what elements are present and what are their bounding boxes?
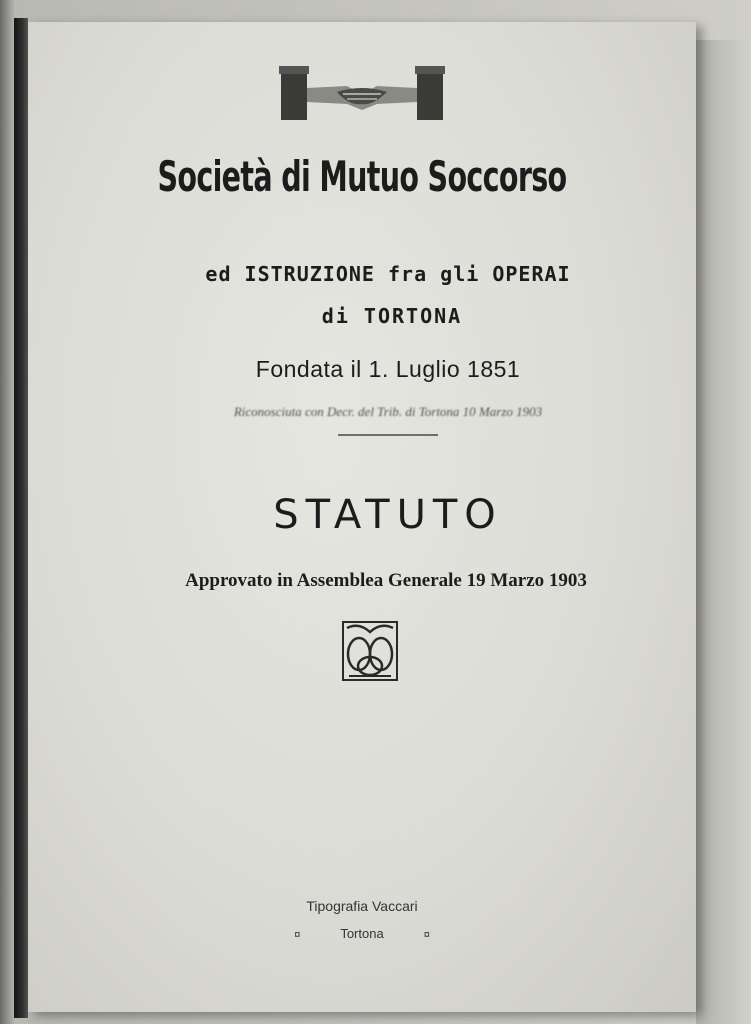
- subtitle-line-1: ed ISTRUZIONE fra gli OPERAI: [205, 262, 571, 286]
- subtitle-line-2: di TORTONA: [321, 304, 463, 328]
- society-name: Società di Mutuo Soccorso: [157, 152, 567, 201]
- recognition-note: Riconosciuta con Decr. del Trib. di Tortona 10 Marzo 1903: [233, 404, 543, 419]
- divider-rule: [338, 434, 438, 436]
- approval-line: Approvato in Assemblea Generale 19 Marzo 1903: [185, 570, 587, 591]
- document-title: STATUTO: [273, 492, 503, 538]
- monogram-icon: [339, 618, 401, 684]
- printer-city-line: [28, 926, 696, 941]
- monogram-ornament: [36, 618, 704, 684]
- title-page: [28, 22, 696, 1012]
- book-spine: [14, 18, 28, 1018]
- founding-date: Fondata il 1. Luglio 1851: [255, 356, 521, 382]
- handshake-emblem: [28, 58, 696, 128]
- handshake-icon: [277, 58, 447, 128]
- ornament-dot-left: ¤: [294, 929, 301, 941]
- ornament-dot-right: ¤: [423, 929, 430, 941]
- printer-name: Tipografia Vaccari: [306, 898, 418, 914]
- printer-city: Tortona: [340, 926, 384, 941]
